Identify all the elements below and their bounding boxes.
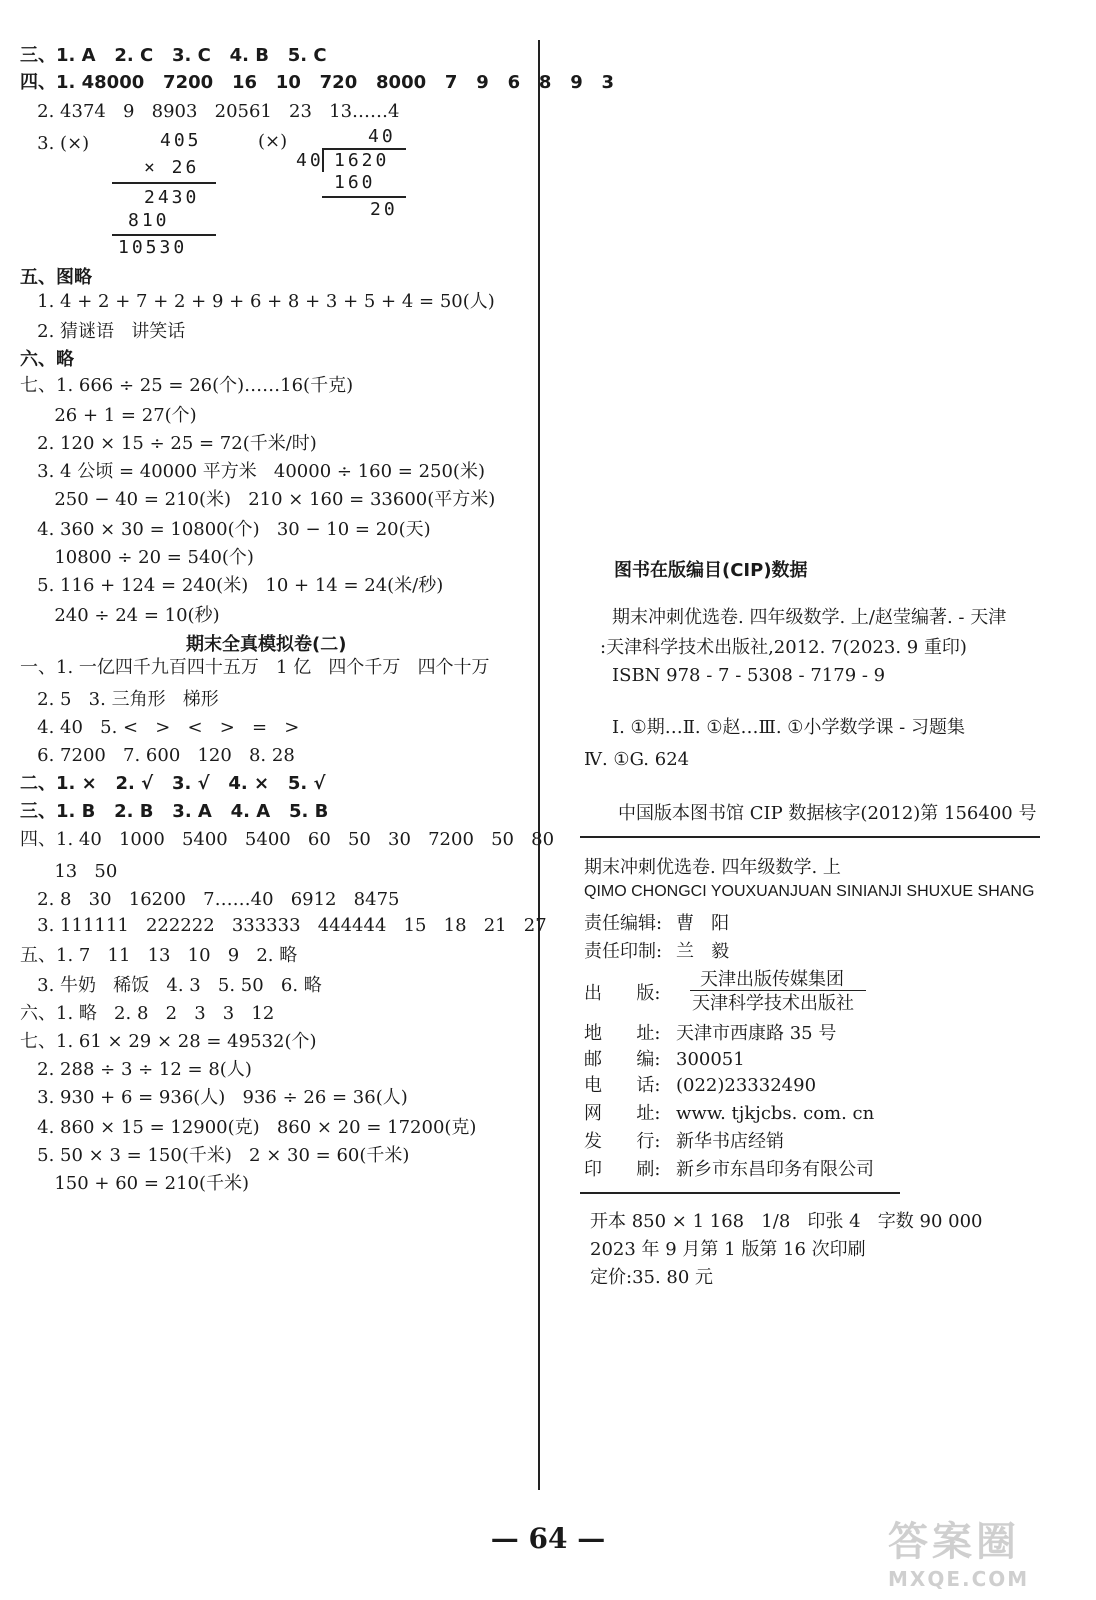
answer-line: 六、1. 略 2. 8 2 3 3 12 xyxy=(20,1003,275,1024)
publisher-rule xyxy=(690,990,866,991)
meta-value: (022)23332490 xyxy=(676,1075,817,1096)
answer-line: 4. 40 5. < > < > = > xyxy=(20,717,300,738)
meta-label: 发 行: xyxy=(584,1131,661,1152)
mult-partial-2: 810 xyxy=(128,210,170,231)
answer-line: 三、1. B 2. B 3. A 4. A 5. B xyxy=(20,801,329,822)
cip-title: 图书在版编目(CIP)数据 xyxy=(614,560,808,581)
mult-line-2 xyxy=(112,234,216,236)
answer-line: 250 − 40 = 210(米) 210 × 160 = 33600(平方米) xyxy=(20,489,496,510)
meta-label: 责任印制: xyxy=(584,941,663,962)
mult-partial-1: 2430 xyxy=(144,187,200,208)
answer-line: 七、1. 666 ÷ 25 = 26(个)……16(千克) xyxy=(20,375,354,396)
meta-value: 新乡市东昌印务有限公司 xyxy=(676,1159,874,1180)
page-number: — 64 — xyxy=(490,1522,606,1555)
cip-number: 中国版本图书馆 CIP 数据核字(2012)第 156400 号 xyxy=(618,803,1037,824)
answer-line: 3. 930 + 6 = 936(人) 936 ÷ 26 = 36(人) xyxy=(20,1087,408,1108)
watermark-domain: MXQE.COM xyxy=(888,1567,1030,1591)
spec-line: 2023 年 9 月第 1 版第 16 次印刷 xyxy=(590,1239,866,1260)
cip-rule xyxy=(580,836,1040,838)
div-quotient: 40 xyxy=(368,126,396,147)
meta-value: 兰 毅 xyxy=(676,941,730,962)
answer-line: 1. 4 + 2 + 7 + 2 + 9 + 6 + 8 + 3 + 5 + 4 = 50(人) xyxy=(20,291,495,312)
watermark-logo xyxy=(888,1510,1068,1590)
answer-line: (×) xyxy=(258,131,288,152)
meta-value: 曹 阳 xyxy=(676,913,730,934)
section-title: 期末全真模拟卷(二) xyxy=(186,634,347,655)
answer-line: 2. 8 30 16200 7……40 6912 8475 xyxy=(20,889,400,910)
answer-line: 2. 120 × 15 ÷ 25 = 72(千米/时) xyxy=(20,433,317,454)
meta-label: 网 址: xyxy=(584,1103,661,1124)
div-line xyxy=(322,196,406,198)
answer-line: 13 50 xyxy=(20,861,118,882)
answer-line: 26 + 1 = 27(个) xyxy=(20,405,197,426)
answer-line: 4. 860 × 15 = 12900(克) 860 × 20 = 17200(克) xyxy=(20,1117,477,1138)
mult-result: 10530 xyxy=(118,237,188,258)
mult-operand-a: 405 xyxy=(160,130,202,151)
answer-line: 3. 111111 222222 333333 444444 15 18 21 27 xyxy=(20,915,547,936)
mult-line-1 xyxy=(112,182,216,184)
meta-value: 300051 xyxy=(676,1049,745,1070)
answer-line: 150 + 60 = 210(千米) xyxy=(20,1173,250,1194)
meta-value: www. tjkjcbs. com. cn xyxy=(676,1103,875,1124)
answer-line: 6. 7200 7. 600 120 8. 28 xyxy=(20,745,295,766)
cip-line: ISBN 978 - 7 - 5308 - 7179 - 9 xyxy=(612,665,886,686)
answer-line: 3. (×) xyxy=(20,133,90,154)
watermark-text: 答案圈 xyxy=(888,1519,1020,1565)
meta-label: 印 刷: xyxy=(584,1159,661,1180)
answer-line: 二、1. × 2. √ 3. √ 4. × 5. √ xyxy=(20,773,326,794)
cip-line: :天津科学技术出版社,2012. 7(2023. 9 重印) xyxy=(600,637,967,658)
meta-rule xyxy=(580,1192,900,1194)
div-dividend: 1620 xyxy=(334,150,390,171)
div-remainder: 20 xyxy=(370,199,398,220)
answer-line: 2. 4374 9 8903 20561 23 13……4 xyxy=(20,101,400,122)
answer-line: 五、图略 xyxy=(20,267,92,288)
column-divider xyxy=(538,40,540,1490)
answer-line: 5. 50 × 3 = 150(千米) 2 × 30 = 60(千米) xyxy=(20,1145,410,1166)
answer-line: 10800 ÷ 20 = 540(个) xyxy=(20,547,254,568)
meta-value: 新华书店经销 xyxy=(676,1131,784,1152)
book-title: 期末冲刺优选卷. 四年级数学. 上 xyxy=(584,857,841,878)
div-subtract: 160 xyxy=(334,172,376,193)
answer-line: 一、1. 一亿四千九百四十五万 1 亿 四个千万 四个十万 xyxy=(20,657,490,678)
book-pinyin: QIMO CHONGCI YOUXUANJUAN SINIANJI SHUXUE SHANG xyxy=(584,883,1035,900)
answer-line: 四、1. 48000 7200 16 10 720 8000 7 9 6 8 9 3 xyxy=(20,72,615,93)
answer-line: 五、1. 7 11 13 10 9 2. 略 xyxy=(20,945,298,966)
answer-line: 2. 猜谜语 讲笑话 xyxy=(20,321,186,342)
meta-label: 责任编辑: xyxy=(584,913,663,934)
answer-line: 5. 116 + 124 = 240(米) 10 + 14 = 24(米/秒) xyxy=(20,575,444,596)
meta-label: 地 址: xyxy=(584,1023,661,1044)
answer-line: 六、略 xyxy=(20,349,74,370)
meta-value: 天津科学技术出版社 xyxy=(692,993,854,1014)
cip-line: Ⅰ. ①期…Ⅱ. ①赵…Ⅲ. ①小学数学课 - 习题集 xyxy=(612,717,965,738)
meta-label: 电 话: xyxy=(584,1075,661,1096)
meta-label: 邮 编: xyxy=(584,1049,661,1070)
spec-line: 开本 850 × 1 168 1/8 印张 4 字数 90 000 xyxy=(590,1211,983,1232)
answer-line: 四、1. 40 1000 5400 5400 60 50 30 7200 50 80 xyxy=(20,829,555,850)
answer-line: 2. 5 3. 三角形 梯形 xyxy=(20,689,219,710)
meta-label: 出 版: xyxy=(584,983,661,1004)
answer-line: 3. 4 公顷 = 40000 平方米 40000 ÷ 160 = 250(米) xyxy=(20,461,485,482)
meta-value: 天津市西康路 35 号 xyxy=(676,1023,837,1044)
answer-line: 三、1. A 2. C 3. C 4. B 5. C xyxy=(20,45,327,66)
answer-line: 3. 牛奶 稀饭 4. 3 5. 50 6. 略 xyxy=(20,975,322,996)
answer-line: 2. 288 ÷ 3 ÷ 12 = 8(人) xyxy=(20,1059,252,1080)
answer-line: 240 ÷ 24 = 10(秒) xyxy=(20,605,220,626)
meta-value: 天津出版传媒集团 xyxy=(700,969,844,990)
cip-line: 期末冲刺优选卷. 四年级数学. 上/赵莹编著. - 天津 xyxy=(612,607,1007,628)
spec-line: 定价:35. 80 元 xyxy=(590,1267,714,1288)
mult-operand-b: × 26 xyxy=(144,157,200,178)
answer-line: 七、1. 61 × 29 × 28 = 49532(个) xyxy=(20,1031,317,1052)
answer-line: 4. 360 × 30 = 10800(个) 30 − 10 = 20(天) xyxy=(20,519,431,540)
cip-line: Ⅳ. ①G. 624 xyxy=(584,749,690,770)
div-divisor: 40 xyxy=(296,150,324,171)
